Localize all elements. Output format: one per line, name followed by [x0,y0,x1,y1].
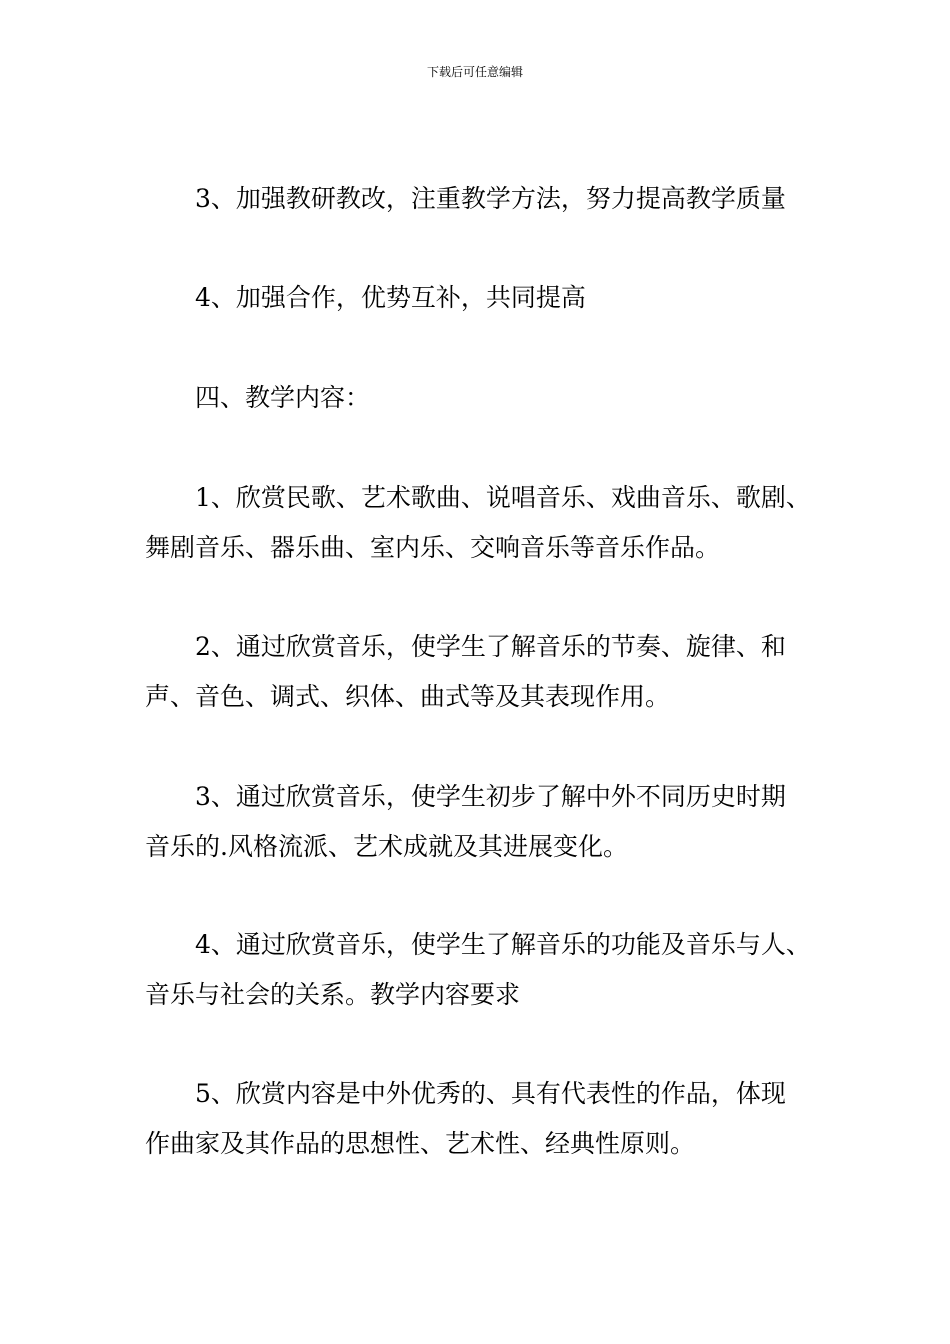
paragraph-line: 舞剧音乐、器乐曲、室内乐、交响音乐等音乐作品。 [145,533,721,562]
paragraph-content-2 [145,622,825,722]
paragraph-line: 2、通过欣赏音乐，使学生了解音乐的节奏、旋律、和 [195,632,786,661]
paragraph-item-3-teaching-research [145,174,825,224]
paragraph-line: 1、欣赏民歌、艺术歌曲、说唱音乐、戏曲音乐、歌剧、 [195,483,811,512]
paragraph-line: 5、欣赏内容是中外优秀的、具有代表性的作品，体现 [195,1079,786,1108]
paragraph-item-4-cooperation [145,273,825,323]
paragraph-line: 声、音色、调式、织体、曲式等及其表现作用。 [145,682,671,711]
section-heading: 四、教学内容： [195,383,371,412]
section-heading-teaching-content [145,373,825,423]
page-header: 下载后可任意编辑 [426,65,523,79]
paragraph-content-4 [145,920,825,1020]
paragraph-line: 作曲家及其作品的思想性、艺术性、经典性原则。 [145,1129,696,1158]
paragraph-line: 3、通过欣赏音乐，使学生初步了解中外不同历史时期 [195,782,786,811]
paragraph-line: 3、加强教研教改，注重教学方法，努力提高教学质量 [195,184,786,213]
paragraph-content-1 [145,473,825,573]
paragraph-content-3 [145,772,825,872]
paragraph-line: 音乐与社会的关系。教学内容要求 [145,980,521,1009]
paragraph-line: 4、通过欣赏音乐，使学生了解音乐的功能及音乐与人、 [195,930,811,959]
paragraph-content-5 [145,1069,825,1169]
paragraph-line: 4、加强合作，优势互补，共同提高 [195,283,586,312]
paragraph-line: 音乐的.风格流派、艺术成就及其进展变化。 [145,832,628,861]
